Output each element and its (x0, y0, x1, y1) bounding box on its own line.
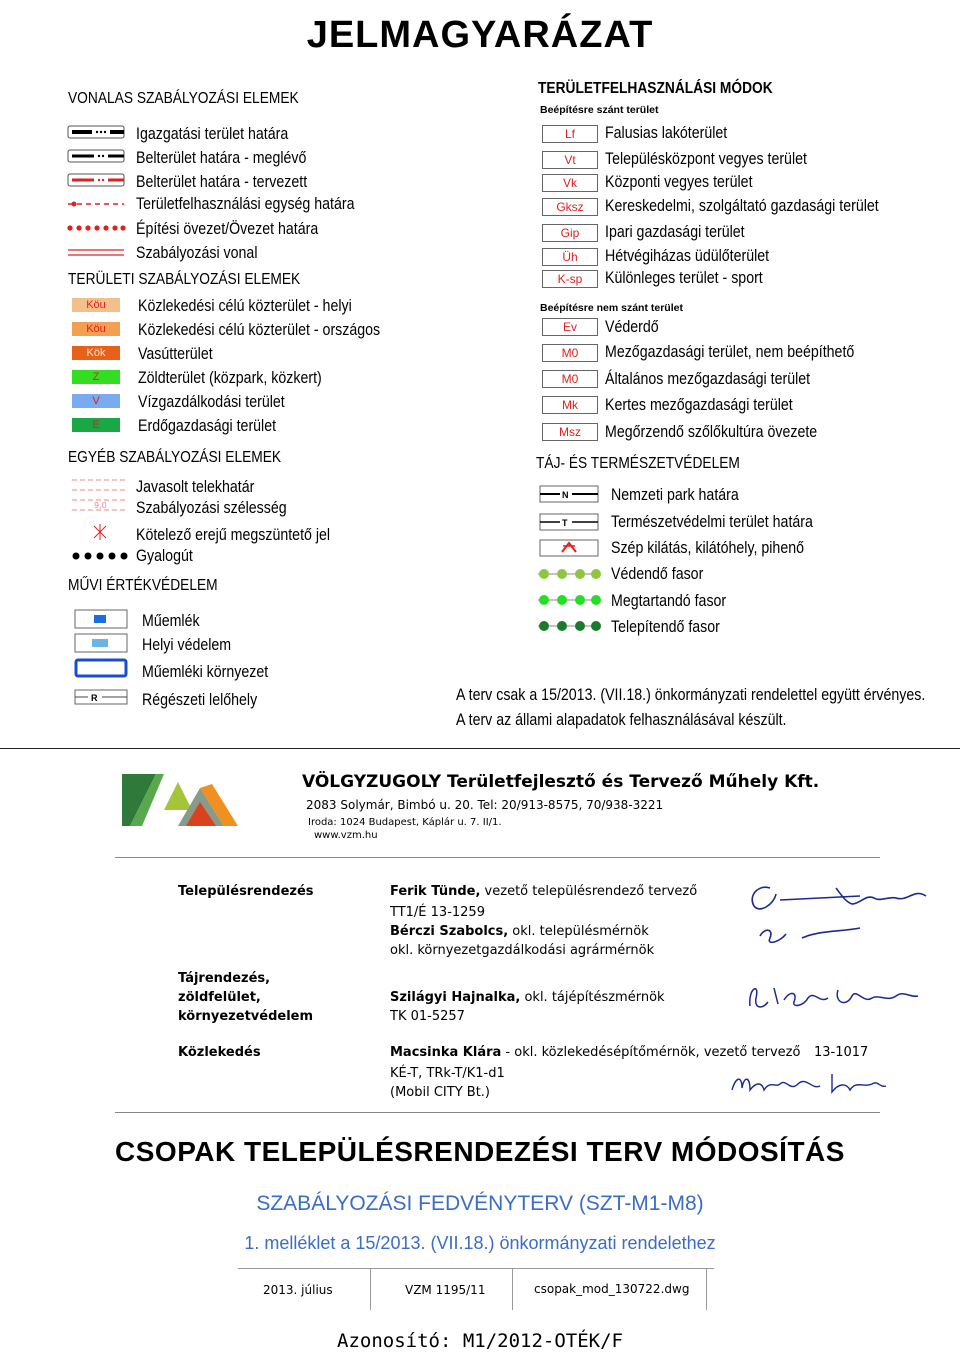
code-ev: Ev (542, 318, 598, 336)
legend-item-nature-reserve: Természetvédelmi terület határa (611, 512, 813, 531)
legend-item-transport-national: Közlekedési célú közterület - országos (138, 320, 381, 339)
signature-landscape (738, 968, 928, 1028)
footer-divider-3 (706, 1268, 707, 1310)
zone-swatch-kou-local: Köu (72, 298, 120, 312)
legend-item-transport-local: Közlekedési célú közterület - helyi (138, 296, 352, 315)
legend-item-forestry: Erdőgazdasági terület (138, 416, 277, 435)
nature-reserve-mark: T (562, 518, 568, 528)
zone-swatch-e: E (72, 418, 120, 432)
unbuilt-subheading: Beépítésre nem szánt terület (540, 302, 683, 314)
legend-item-footpath: Gyalogút (136, 546, 193, 565)
company-office: Iroda: 1024 Budapest, Káplár u. 7. II/1. (308, 817, 502, 828)
national-park-mark: N (562, 490, 569, 500)
legend-item-town-centre: Településközpont vegyes terület (605, 149, 807, 168)
legend-item-national-park: Nemzeti park határa (611, 485, 739, 504)
legend-item-landuse-boundary: Területfelhasználási egység határa (136, 194, 355, 213)
legend-item-proposed-plot: Javasolt telekhatár (136, 477, 255, 496)
legend-item-archaeological-site: Régészeti lelőhely (142, 690, 258, 709)
code-vt: Vt (542, 151, 598, 169)
legend-item-central-mixed: Központi vegyes terület (605, 172, 753, 191)
legend-item-monument: Műemlék (142, 611, 200, 630)
footer-file-name: csopak_mod_130722.dwg (534, 1282, 690, 1296)
planner-macsinka-firm: (Mobil CITY Bt.) (390, 1085, 490, 1100)
legend-item-monument-environment: Műemléki környezet (142, 662, 269, 681)
built-subheading: Beépítésre szánt terület (540, 104, 659, 116)
footer-job-number: VZM 1195/11 (405, 1283, 486, 1297)
legend-item-inner-area-planned: Belterület határa - tervezett (136, 172, 308, 191)
data-source-note: A terv az állami alapadatok felhasználásával készült. (456, 711, 787, 729)
planner-szilagyi-reg: TK 01-5257 (390, 1009, 465, 1024)
code-msz: Msz (542, 423, 598, 441)
nature-heading: TÁJ- ÉS TERMÉSZETVÉDELEM (536, 455, 740, 472)
code-lf: Lf (542, 125, 598, 143)
company-name: VÖLGYZUGOLY Területfejlesztő és Tervező Műhely Kft. (302, 772, 820, 792)
linear-elements-heading: VONALAS SZABÁLYOZÁSI ELEMEK (68, 90, 299, 107)
planner-berczi: Bérczi Szabolcs, okl. településmérnök (390, 924, 649, 939)
legend-item-special-sport: Különleges terület - sport (605, 268, 763, 287)
legend-item-village-residential: Falusias lakóterület (605, 123, 728, 142)
role-landscape-3: környezetvédelem (178, 1009, 314, 1024)
planner-ferik: Ferik Tünde, vezető településrendező tervező (390, 884, 698, 899)
legend-item-commercial: Kereskedelmi, szolgáltató gazdasági terület (605, 196, 879, 215)
role-transport: Közlekedés (178, 1045, 261, 1060)
role-landscape-2: zöldfelület, (178, 990, 261, 1005)
legend-item-railway: Vasútterület (138, 344, 213, 363)
width-mark: 9,0 (94, 501, 107, 510)
legend-item-agri-nonbuildable: Mezőgazdasági terület, nem beépíthető (605, 342, 855, 361)
other-elements-heading: EGYÉB SZABÁLYOZÁSI ELEMEK (68, 449, 282, 466)
code-vk: Vk (542, 174, 598, 192)
legend-item-protective-forest: Véderdő (605, 317, 659, 336)
code-mk: Mk (542, 396, 598, 414)
company-logo (120, 770, 240, 832)
legend-item-protected-tree-row: Védendő fasor (611, 564, 704, 583)
company-website: www.vzm.hu (314, 830, 378, 841)
legend-item-zone-boundary: Építési övezet/Övezet határa (136, 219, 319, 238)
separator-company (115, 857, 880, 858)
code-m0-protected: M0 (542, 344, 598, 362)
heritage-symbols (74, 608, 130, 708)
zone-swatch-kou-national: Köu (72, 322, 120, 336)
legend-item-viewpoint: Szép kilátás, kilátóhely, pihenő (611, 538, 805, 557)
code-uh: Üh (542, 248, 598, 266)
legend-item-retained-tree-row: Megtartandó fasor (611, 591, 727, 610)
planner-macsinka-qual: KÉ-T, TRk-T/K1-d1 (390, 1066, 505, 1081)
role-planning: Településrendezés (178, 884, 314, 899)
legend-item-admin-boundary: Igazgatási terület határa (136, 124, 289, 143)
area-elements-heading: TERÜLETI SZABÁLYOZÁSI ELEMEK (68, 271, 301, 288)
legend-title: JELMAGYARÁZAT (306, 14, 654, 56)
other-symbols (72, 474, 128, 566)
legend-item-garden-agri: Kertes mezőgazdasági terület (605, 395, 793, 414)
linear-symbols (66, 122, 126, 262)
plan-subtitle: SZABÁLYOZÁSI FEDVÉNYTERV (SZT-M1-M8) (256, 1192, 704, 1215)
footer-divider-1 (370, 1268, 371, 1310)
zone-swatch-z: Z (72, 370, 120, 384)
document-identifier: Azonosító: M1/2012-OTÉK/F (337, 1330, 623, 1352)
appendix-reference: 1. melléklet a 15/2013. (VII.18.) önkormányzati rendelethez (244, 1233, 716, 1253)
planner-szilagyi: Szilágyi Hajnalka, okl. tájépítészmérnök (390, 990, 665, 1005)
separator-top (0, 748, 960, 749)
landuse-heading: TERÜLETFELHASZNÁLÁSI MÓDOK (538, 80, 773, 97)
planner-macsinka: Macsinka Klára - okl. közlekedésépítőmérnök, vezető tervező (390, 1045, 801, 1060)
company-address: 2083 Solymár, Bimbó u. 20. Tel: 20/913-8575, 70/938-3221 (306, 798, 664, 812)
role-landscape-1: Tájrendezés, (178, 971, 271, 986)
legend-item-water: Vízgazdálkodási terület (138, 392, 285, 411)
validity-note: A terv csak a 15/2013. (VII.18.) önkormányzati rendelettel együtt érvényes. (456, 686, 926, 704)
separator-credits (115, 1112, 880, 1113)
legend-item-regulation-width: Szabályozási szélesség (136, 498, 287, 517)
code-ksp: K-sp (542, 270, 598, 288)
code-gksz: Gksz (542, 198, 598, 216)
footer-divider-2 (512, 1268, 513, 1310)
legend-item-removal-mark: Kötelező erejű megszüntető jel (136, 525, 331, 544)
code-m0-general: M0 (542, 370, 598, 388)
planner-macsinka-reg: 13-1017 (814, 1045, 869, 1060)
heritage-heading: MŰVI ÉRTÉKVÉDELEM (68, 577, 218, 594)
legend-item-vineyard-zone: Megőrzendő szőlőkultúra övezete (605, 422, 818, 441)
main-title: CSOPAK TELEPÜLÉSRENDEZÉSI TERV MÓDOSÍTÁS (115, 1136, 845, 1167)
zone-swatch-v: V (72, 394, 120, 408)
legend-item-planned-tree-row: Telepítendő fasor (611, 617, 720, 636)
legend-item-local-protection: Helyi védelem (142, 635, 232, 654)
footer-date: 2013. július (263, 1283, 333, 1297)
archaeology-mark: R (91, 693, 98, 703)
planner-ferik-reg: TT1/É 13-1259 (390, 905, 485, 920)
signature-transport (728, 1066, 888, 1100)
zone-swatch-kok: Kök (72, 346, 120, 360)
legend-item-holiday-homes: Hétvégiházas üdülőterület (605, 246, 770, 265)
nature-symbols (538, 484, 602, 634)
planner-berczi-desc: okl. környezetgazdálkodási agrármérnök (390, 943, 655, 958)
legend-item-agri-general: Általános mezőgazdasági terület (605, 369, 811, 388)
legend-item-industrial: Ipari gazdasági terület (605, 222, 745, 241)
legend-item-regulation-line: Szabályozási vonal (136, 243, 258, 262)
legend-item-green-area: Zöldterület (közpark, közkert) (138, 368, 322, 387)
code-gip: Gip (542, 224, 598, 242)
legend-item-inner-area-existing: Belterület határa - meglévő (136, 148, 307, 167)
signature-planning (740, 876, 940, 956)
